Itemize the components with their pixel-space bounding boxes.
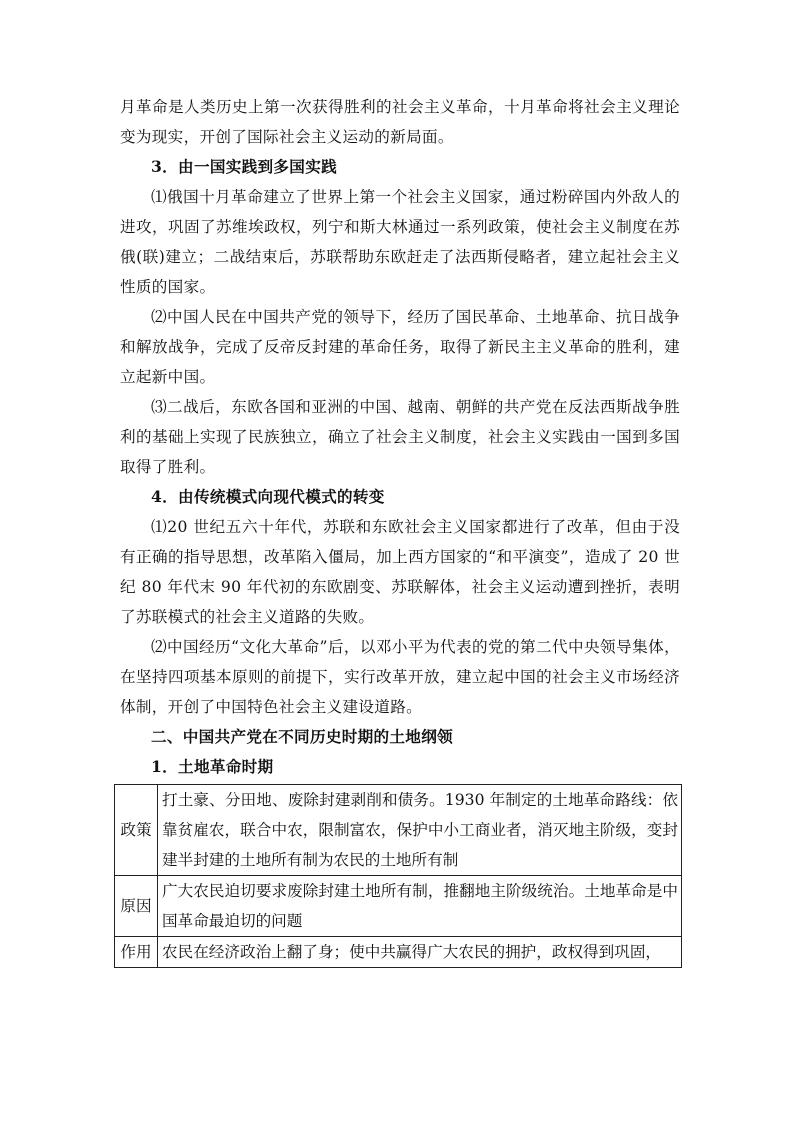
land-revolution-table [114, 784, 682, 968]
paragraph-3-3: ⑶二战后，东欧各国和亚洲的中国、越南、朝鲜的共产党在反法西斯战争胜利的基础上实现了民族独立，确立了社会主义制度，社会主义实践由一国到多国取得了胜利。 [120, 398, 680, 476]
table-row-label: 作用 [115, 937, 158, 968]
table-row [115, 785, 682, 876]
table-row-label: 原因 [115, 876, 158, 937]
heading-4: 4．由传统模式向现代模式的转变 [151, 487, 385, 506]
paragraph-4-1: ⑴20 世纪五六十年代，苏联和东欧社会主义国家都进行了改革，但由于没有正确的指导思想，改革陷入僵局，加上西方国家的“和平演变”，造成了 20 世纪 80 年代末 90 年代初的东欧剧变、苏联解体，社会主义运动遭到挫折，表明了苏联模式的社会主义道路的失败。 [120, 518, 680, 626]
paragraph-4-2: ⑵中国经历“文化大革命”后，以邓小平为代表的党的第二代中央领导集体，在坚持四项基本原则的前提下，实行改革开放，建立起中国的社会主义市场经济体制，开创了中国特色社会主义建设道路。 [120, 638, 680, 716]
document-body [120, 92, 680, 968]
table-row-label: 政策 [115, 785, 158, 876]
paragraph-continuation: 月革命是人类历史上第一次获得胜利的社会主义革命，十月革命将社会主义理论变为现实，开创了国际社会主义运动的新局面。 [120, 98, 680, 146]
table-row-text: 农民在经济政治上翻了身；使中共赢得广大农民的拥护，政权得到巩固， [158, 937, 682, 968]
section-heading-2: 二、中国共产党在不同历史时期的土地纲领 [151, 727, 453, 746]
paragraph-3-1: ⑴俄国十月革命建立了世界上第一个社会主义国家，通过粉碎国内外敌人的进攻，巩固了苏维埃政权，列宁和斯大林通过一系列政策，使社会主义制度在苏俄(联)建立；二战结束后，苏联帮助东欧赶走了法西斯侵略者，建立起社会主义性质的国家。 [120, 188, 680, 296]
table-row [115, 937, 682, 968]
table-row-text: 广大农民迫切要求废除封建土地所有制，推翻地主阶级统治。土地革命是中国革命最迫切的问题 [158, 876, 682, 937]
heading-3: 3．由一国实践到多国实践 [151, 157, 337, 176]
table-row [115, 876, 682, 937]
paragraph-3-2: ⑵中国人民在中国共产党的领导下，经历了国民革命、土地革命、抗日战争和解放战争，完成了反帝反封建的革命任务，取得了新民主主义革命的胜利，建立起新中国。 [120, 308, 680, 386]
table-row-text: 打土豪、分田地、废除封建剥削和债务。1930 年制定的土地革命路线：依靠贫雇农，联合中农，限制富农，保护中小工商业者，消灭地主阶级，变封建半封建的土地所有制为农民的土地所有制 [158, 785, 682, 876]
subheading-1: 1．土地革命时期 [151, 757, 274, 776]
